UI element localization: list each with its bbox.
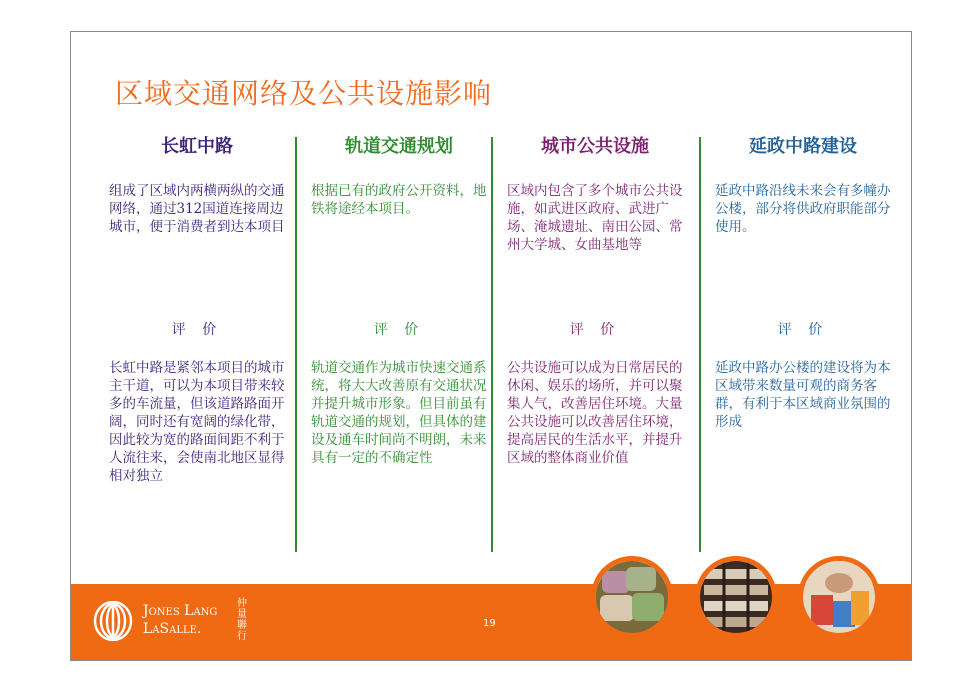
jll-logo-icon xyxy=(93,601,133,641)
photo-shop-shelves xyxy=(695,556,777,638)
evaluation-text: 轨道交通作为城市快速交通系统，将大大改善原有交通状况并提升城市形象。但目前虽有轨道交通的规划，但具体的建设及通车时间尚不明朗，未来具有一定的不确定性 xyxy=(311,360,487,466)
photo-cushions xyxy=(591,556,673,638)
column-divider xyxy=(295,137,297,552)
column-public-facilities xyxy=(507,132,683,466)
column-description: 区域内包含了多个城市公共设施，如武进区政府、武进广场、淹城遗址、南田公园、常州大学城、女曲基地等 xyxy=(507,183,683,253)
column-description: 延政中路沿线未来会有多幢办公楼，部分将供政府职能部分使用。 xyxy=(715,183,891,235)
evaluation-text: 长虹中路是紧邻本项目的城市主干道，可以为本项目带来较多的车流量，但该道路路面开阔，同时还有宽阔的绿化带，因此较为宽的路面间距不利于人流往来，会使南北地区显得相对独立 xyxy=(109,360,285,484)
evaluation-text: 公共设施可以成为日常居民的休闲、娱乐的场所，并可以聚集人气，改善居住环境。大量公共设施可以改善居住环境，提高居民的生活水平，并提升区域的整体商业价值 xyxy=(507,360,683,466)
evaluation-text: 延政中路办公楼的建设将为本区域带来数量可观的商务客群，有利于本区域商业氛围的形成 xyxy=(715,360,891,430)
evaluation-heading: 评 价 xyxy=(777,322,829,338)
column-heading: 城市公共设施 xyxy=(541,136,649,157)
brand-name: Jones Lang LaSalle. xyxy=(143,603,218,637)
column-divider xyxy=(699,137,701,552)
column-divider xyxy=(491,137,493,552)
evaluation-heading: 评 价 xyxy=(171,322,223,338)
column-description: 根据已有的政府公开资料，地铁将途经本项目。 xyxy=(311,183,487,217)
column-heading: 长虹中路 xyxy=(161,136,233,157)
column-heading: 轨道交通规划 xyxy=(345,136,453,157)
column-changhong xyxy=(109,132,285,484)
brand-chinese-name: 仲量聯行 xyxy=(237,598,247,642)
footer-bar xyxy=(71,584,911,660)
evaluation-heading: 评 价 xyxy=(373,322,425,338)
evaluation-heading: 评 价 xyxy=(569,322,621,338)
column-description: 组成了区域内两横两纵的交通网络，通过312国道连接周边城市，便于消费者到达本项目 xyxy=(109,183,285,235)
column-heading: 延政中路建设 xyxy=(749,136,857,157)
column-yanzheng xyxy=(715,132,891,430)
column-rail-transit xyxy=(311,132,487,466)
slide-title: 区域交通网络及公共设施影响 xyxy=(115,77,493,110)
photo-shopping-bags xyxy=(798,556,880,638)
slide xyxy=(70,31,912,661)
page-number: 19 xyxy=(483,618,496,629)
